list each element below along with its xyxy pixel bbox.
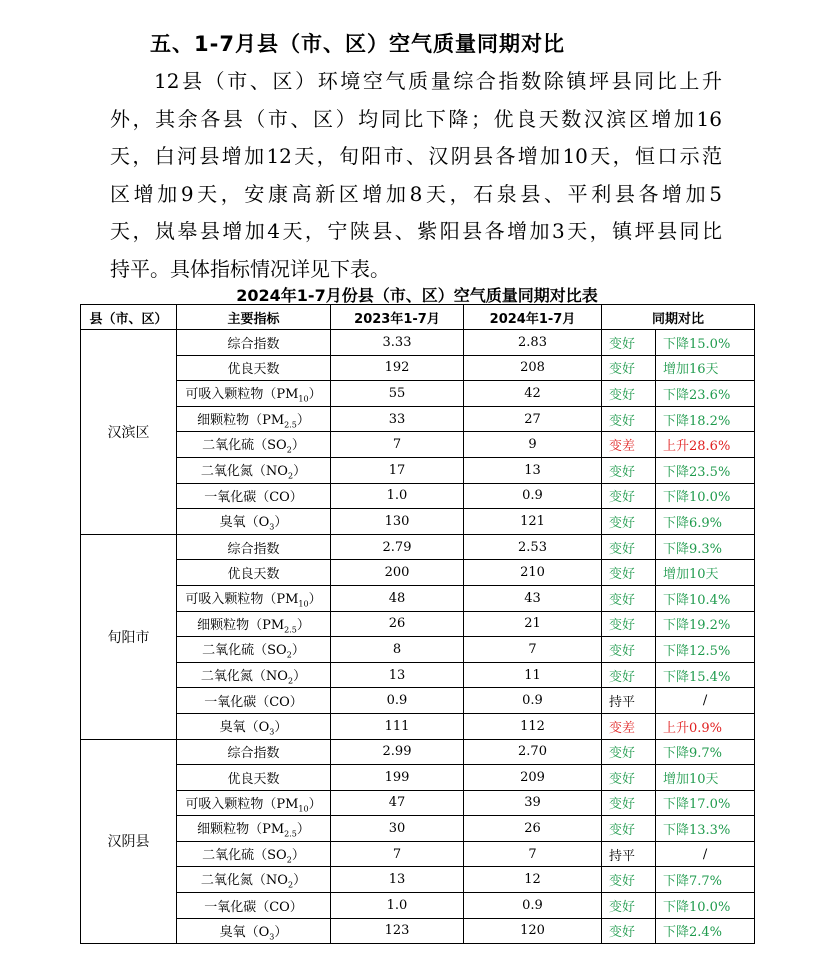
verdict-cell: 变好 (602, 816, 656, 842)
indicator-suffix: ） (293, 873, 307, 889)
change-cell: 下降23.6% (656, 381, 755, 407)
paragraph-line: 外，其余各县（市、区）均同比下降；优良天数汉滨区增加16 (110, 106, 722, 131)
table-row (81, 893, 755, 919)
indicator-cell (177, 790, 331, 816)
verdict-cell: 变好 (602, 611, 656, 637)
table-row (81, 432, 755, 458)
indicator-suffix: ） (308, 591, 322, 607)
verdict-cell: 变好 (602, 509, 656, 535)
value-2024-cell: 210 (464, 560, 602, 586)
value-2024-cell: 21 (464, 611, 602, 637)
indicator-suffix: ） (296, 412, 310, 428)
indicator-subscript: 2 (286, 855, 292, 865)
table-row (81, 662, 755, 688)
indicator-suffix: ） (291, 643, 305, 659)
county-cell: 汉阴县 (81, 739, 177, 944)
change-cell: 下降17.0% (656, 790, 755, 816)
indicator-cell (177, 816, 331, 842)
header-county: 县（市、区） (81, 305, 177, 330)
indicator-name: 一氧化碳（CO） (204, 490, 303, 506)
verdict-cell: 持平 (602, 841, 656, 867)
table-row (81, 713, 755, 739)
indicator-name: 二氧化硫（SO (202, 643, 287, 659)
value-2023-cell: 13 (331, 867, 464, 893)
value-2024-cell: 7 (464, 637, 602, 663)
indicator-name: 臭氧（O (219, 719, 270, 735)
verdict-cell: 持平 (602, 688, 656, 714)
indicator-name: 二氧化氮（NO (200, 463, 288, 479)
value-2024-cell: 13 (464, 457, 602, 483)
value-2024-cell: 39 (464, 790, 602, 816)
indicator-suffix: ） (274, 515, 288, 531)
verdict-cell: 变好 (602, 355, 656, 381)
county-cell: 旬阳市 (81, 534, 177, 739)
value-2024-cell: 26 (464, 816, 602, 842)
change-cell: 下降7.7% (656, 867, 755, 893)
change-cell: 下降10.0% (656, 483, 755, 509)
value-2023-cell: 33 (331, 406, 464, 432)
change-cell: 下降10.0% (656, 893, 755, 919)
indicator-cell (177, 509, 331, 535)
indicator-cell (177, 841, 331, 867)
paragraph-line: 天，岚皋县增加4天，宁陕县、紫阳县各增加3天，镇坪县同比 (110, 219, 722, 244)
header-2023: 2023年1-7月 (331, 305, 464, 330)
change-cell: / (656, 841, 755, 867)
indicator-subscript: 2 (287, 471, 294, 481)
verdict-cell: 变好 (602, 867, 656, 893)
indicator-name: 二氧化硫（SO (202, 438, 287, 454)
indicator-cell (177, 483, 331, 509)
change-cell: 增加10天 (656, 560, 755, 586)
indicator-suffix: ） (291, 847, 305, 863)
change-cell: 上升0.9% (656, 713, 755, 739)
table-row (81, 688, 755, 714)
table-row (81, 355, 755, 381)
indicator-suffix: ） (293, 668, 307, 684)
value-2023-cell: 48 (331, 585, 464, 611)
paragraph-line: 12县（市、区）环境空气质量综合指数除镇坪县同比上升 (154, 69, 722, 93)
value-2023-cell: 8 (331, 637, 464, 663)
indicator-name: 细颗粒物（PM (197, 617, 285, 633)
change-cell: 下降9.7% (656, 739, 755, 765)
indicator-subscript: 3 (269, 932, 275, 942)
value-2024-cell: 2.53 (464, 534, 602, 560)
indicator-subscript: 3 (269, 522, 275, 532)
paragraph-line: 区增加9天，安康高新区增加8天，石泉县、平利县各增加5 (110, 181, 722, 206)
verdict-cell: 变好 (602, 330, 656, 356)
verdict-cell: 变好 (602, 790, 656, 816)
indicator-suffix: ） (291, 438, 305, 454)
indicator-name: 臭氧（O (219, 924, 270, 940)
table-row (81, 330, 755, 356)
table-row (81, 765, 755, 791)
indicator-name: 可吸入颗粒物（PM (185, 591, 299, 607)
value-2024-cell: 121 (464, 509, 602, 535)
value-2024-cell: 120 (464, 918, 602, 944)
verdict-cell: 变好 (602, 483, 656, 509)
value-2023-cell: 0.9 (331, 688, 464, 714)
table-row (81, 457, 755, 483)
verdict-cell: 变好 (602, 406, 656, 432)
table-row (81, 406, 755, 432)
change-cell: 下降6.9% (656, 509, 755, 535)
change-cell: 增加16天 (656, 355, 755, 381)
indicator-name: 臭氧（O (219, 515, 270, 531)
table-row (81, 739, 755, 765)
indicator-suffix: ） (293, 463, 307, 479)
indicator-name: 优良天数 (227, 362, 280, 378)
change-cell: 下降12.5% (656, 637, 755, 663)
indicator-cell (177, 713, 331, 739)
value-2023-cell: 3.33 (331, 330, 464, 356)
indicator-subscript: 2 (286, 650, 292, 660)
value-2024-cell: 27 (464, 406, 602, 432)
value-2024-cell: 0.9 (464, 893, 602, 919)
value-2023-cell: 7 (331, 841, 464, 867)
paragraph-line: 天，白河县增加12天，旬阳市、汉阴县各增加10天，恒口示范 (110, 144, 722, 169)
change-cell: / (656, 688, 755, 714)
value-2024-cell: 0.9 (464, 483, 602, 509)
header-comparison: 同期对比 (602, 305, 755, 330)
table-row (81, 867, 755, 893)
table-row (81, 509, 755, 535)
verdict-cell: 变好 (602, 585, 656, 611)
indicator-name: 二氧化硫（SO (202, 847, 287, 863)
indicator-cell (177, 355, 331, 381)
table-row (81, 611, 755, 637)
indicator-cell (177, 534, 331, 560)
indicator-suffix: ） (308, 796, 322, 812)
county-cell: 汉滨区 (81, 330, 177, 535)
value-2024-cell: 11 (464, 662, 602, 688)
value-2023-cell: 1.0 (331, 483, 464, 509)
value-2023-cell: 123 (331, 918, 464, 944)
table-row (81, 585, 755, 611)
table-row (81, 483, 755, 509)
indicator-cell (177, 765, 331, 791)
value-2024-cell: 208 (464, 355, 602, 381)
change-cell: 下降23.5% (656, 457, 755, 483)
verdict-cell: 变好 (602, 560, 656, 586)
indicator-subscript: 2.5 (284, 829, 297, 839)
indicator-subscript: 10 (298, 599, 309, 609)
indicator-cell (177, 381, 331, 407)
value-2023-cell: 111 (331, 713, 464, 739)
indicator-name: 优良天数 (227, 771, 280, 787)
indicator-name: 细颗粒物（PM (197, 822, 285, 838)
table-row (81, 381, 755, 407)
section-heading: 五、1-7月县（市、区）空气质量同期对比 (150, 32, 565, 56)
table-row (81, 918, 755, 944)
value-2024-cell: 43 (464, 585, 602, 611)
indicator-cell (177, 432, 331, 458)
indicator-cell (177, 406, 331, 432)
indicator-cell (177, 893, 331, 919)
indicator-name: 可吸入颗粒物（PM (185, 796, 299, 812)
indicator-name: 细颗粒物（PM (197, 412, 285, 428)
paragraph-line: 持平。具体指标情况详见下表。 (110, 256, 390, 281)
value-2024-cell: 12 (464, 867, 602, 893)
verdict-cell: 变好 (602, 457, 656, 483)
value-2024-cell: 0.9 (464, 688, 602, 714)
indicator-cell (177, 560, 331, 586)
verdict-cell: 变好 (602, 739, 656, 765)
indicator-suffix: ） (274, 924, 288, 940)
table-row (81, 534, 755, 560)
indicator-cell (177, 662, 331, 688)
indicator-cell (177, 330, 331, 356)
value-2023-cell: 130 (331, 509, 464, 535)
indicator-name: 一氧化碳（CO） (204, 695, 303, 711)
indicator-cell (177, 457, 331, 483)
indicator-name: 优良天数 (227, 567, 280, 583)
value-2023-cell: 17 (331, 457, 464, 483)
indicator-subscript: 2.5 (284, 625, 297, 635)
indicator-cell (177, 585, 331, 611)
change-cell: 下降13.3% (656, 816, 755, 842)
indicator-cell (177, 637, 331, 663)
table-row (81, 841, 755, 867)
air-quality-comparison-table (80, 304, 755, 944)
table-header-row (81, 305, 755, 330)
table-title: 2024年1-7月份县（市、区）空气质量同期对比表 (236, 286, 598, 305)
value-2024-cell: 209 (464, 765, 602, 791)
change-cell: 增加10天 (656, 765, 755, 791)
verdict-cell: 变好 (602, 765, 656, 791)
value-2024-cell: 112 (464, 713, 602, 739)
verdict-cell: 变好 (602, 637, 656, 663)
verdict-cell: 变好 (602, 534, 656, 560)
value-2023-cell: 2.99 (331, 739, 464, 765)
indicator-name: 综合指数 (227, 541, 280, 557)
verdict-cell: 变好 (602, 893, 656, 919)
indicator-subscript: 2 (287, 676, 294, 686)
value-2023-cell: 47 (331, 790, 464, 816)
table-row (81, 637, 755, 663)
value-2023-cell: 7 (331, 432, 464, 458)
value-2024-cell: 9 (464, 432, 602, 458)
verdict-cell: 变好 (602, 662, 656, 688)
change-cell: 下降9.3% (656, 534, 755, 560)
verdict-cell: 变好 (602, 381, 656, 407)
indicator-name: 综合指数 (227, 336, 280, 352)
table-row (81, 816, 755, 842)
indicator-name: 可吸入颗粒物（PM (185, 387, 299, 403)
indicator-name: 综合指数 (227, 746, 280, 762)
change-cell: 上升28.6% (656, 432, 755, 458)
change-cell: 下降18.2% (656, 406, 755, 432)
indicator-cell (177, 918, 331, 944)
indicator-cell (177, 739, 331, 765)
indicator-suffix: ） (296, 617, 310, 633)
indicator-subscript: 10 (298, 394, 309, 404)
indicator-suffix: ） (274, 719, 288, 735)
change-cell: 下降10.4% (656, 585, 755, 611)
indicator-cell (177, 688, 331, 714)
value-2024-cell: 42 (464, 381, 602, 407)
value-2024-cell: 2.83 (464, 330, 602, 356)
header-2024: 2024年1-7月 (464, 305, 602, 330)
indicator-cell (177, 611, 331, 637)
indicator-subscript: 2 (287, 881, 294, 891)
change-cell: 下降19.2% (656, 611, 755, 637)
value-2023-cell: 199 (331, 765, 464, 791)
value-2023-cell: 192 (331, 355, 464, 381)
value-2024-cell: 2.70 (464, 739, 602, 765)
indicator-name: 二氧化氮（NO (200, 668, 288, 684)
verdict-cell: 变差 (602, 432, 656, 458)
indicator-suffix: ） (296, 822, 310, 838)
value-2023-cell: 26 (331, 611, 464, 637)
table-row (81, 790, 755, 816)
header-indicator: 主要指标 (177, 305, 331, 330)
table-body (81, 330, 755, 944)
value-2023-cell: 1.0 (331, 893, 464, 919)
value-2023-cell: 55 (331, 381, 464, 407)
change-cell: 下降2.4% (656, 918, 755, 944)
value-2023-cell: 13 (331, 662, 464, 688)
change-cell: 下降15.0% (656, 330, 755, 356)
value-2023-cell: 200 (331, 560, 464, 586)
change-cell: 下降15.4% (656, 662, 755, 688)
indicator-subscript: 2 (286, 445, 292, 455)
value-2023-cell: 2.79 (331, 534, 464, 560)
table-row (81, 560, 755, 586)
verdict-cell: 变好 (602, 918, 656, 944)
indicator-cell (177, 867, 331, 893)
indicator-subscript: 2.5 (284, 420, 297, 430)
indicator-suffix: ） (308, 387, 322, 403)
summary-paragraph (110, 63, 722, 289)
indicator-name: 一氧化碳（CO） (204, 899, 303, 915)
verdict-cell: 变差 (602, 713, 656, 739)
value-2024-cell: 7 (464, 841, 602, 867)
indicator-subscript: 10 (298, 804, 309, 814)
value-2023-cell: 30 (331, 816, 464, 842)
indicator-name: 二氧化氮（NO (200, 873, 288, 889)
indicator-subscript: 3 (269, 727, 275, 737)
